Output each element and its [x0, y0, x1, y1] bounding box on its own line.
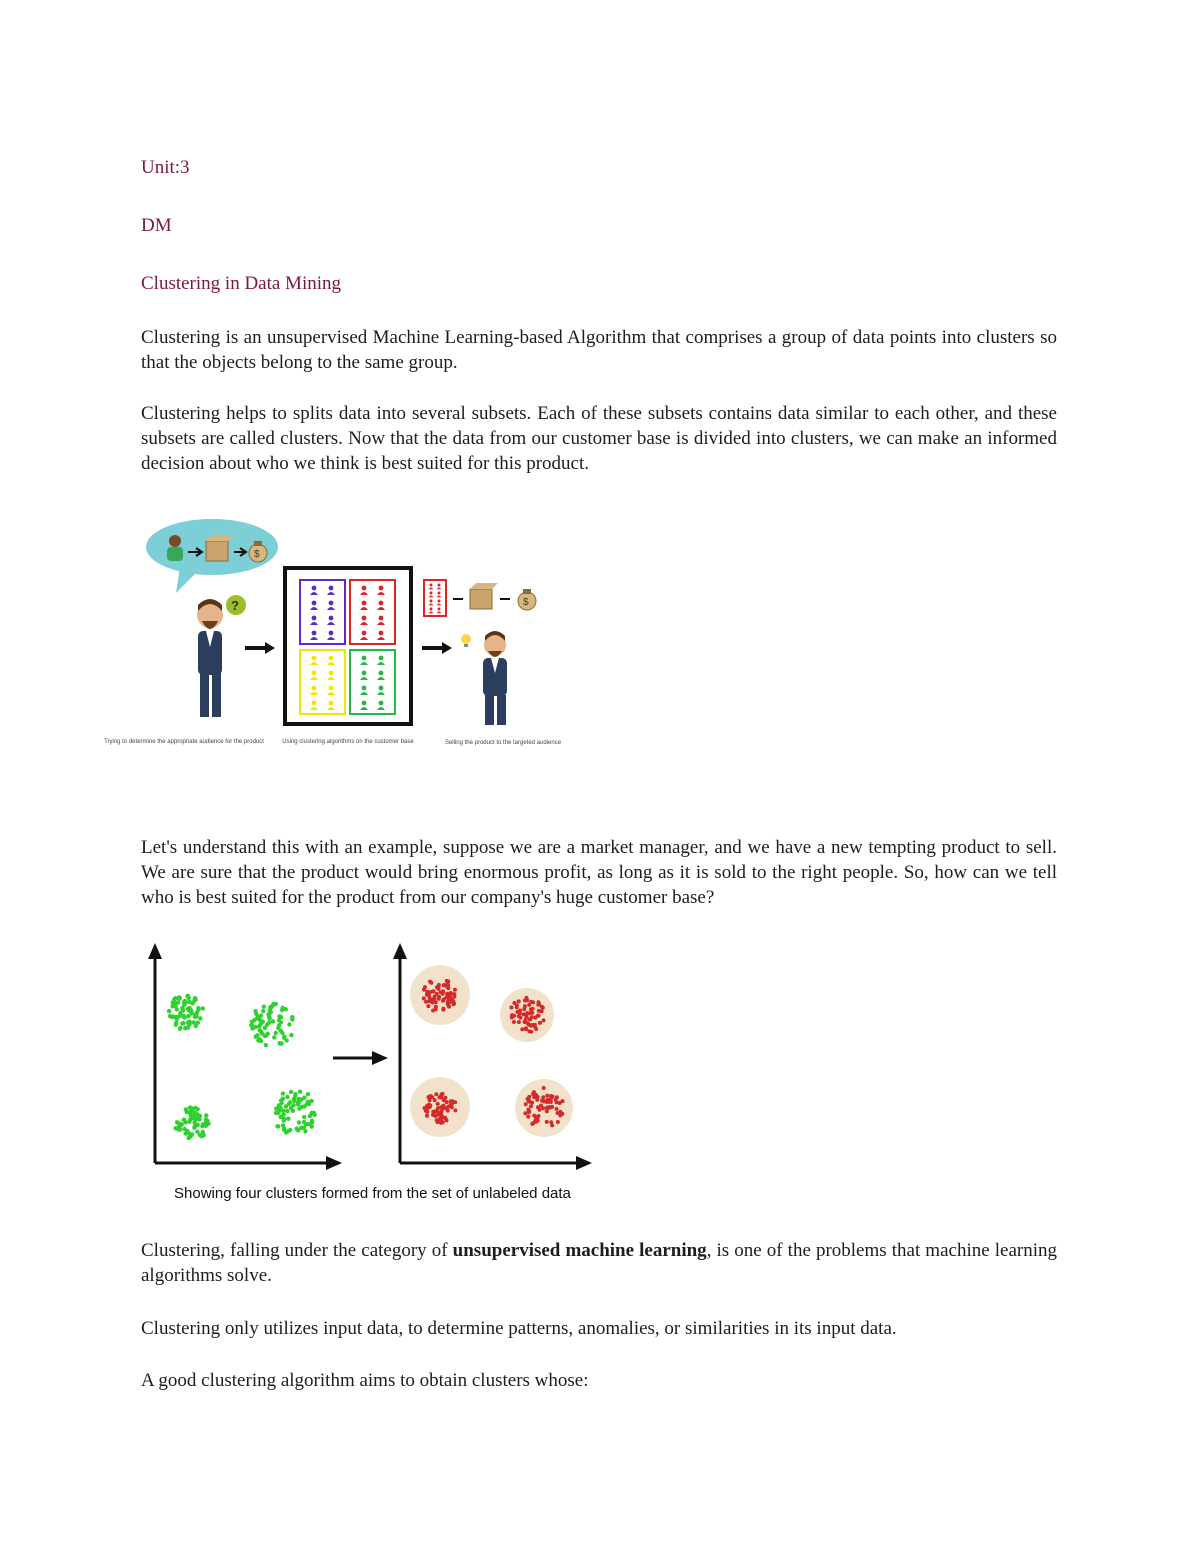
unit-label: Unit:3 [141, 157, 190, 178]
cluster-formation-diagram [140, 935, 600, 1205]
caption-use-clustering: Using clustering algorithms on the customer base [282, 739, 414, 745]
svg-text:$: $ [254, 549, 260, 560]
paragraph-definition: Clustering is an unsupervised Machine Learning-based Algorithm that comprises a group of data points into clusters so that the objects belong to the same group. [141, 327, 1057, 373]
subject-label: DM [141, 215, 172, 236]
text-span: Clustering, falling under the category of [141, 1240, 453, 1261]
selected-cluster [424, 580, 446, 616]
transition-arrow [333, 1051, 388, 1065]
thinking-man-figure [197, 599, 223, 717]
cluster-frame [285, 568, 411, 724]
svg-text:$: $ [523, 597, 529, 608]
caption-sell-product: Selling the product to the targeted audience [444, 740, 562, 746]
clustering-illustration [104, 515, 562, 760]
money-bag-icon [518, 589, 536, 610]
caption-determine-audience: Trying to determine the appropriate audience for the product [104, 739, 264, 745]
confident-man-figure [483, 631, 507, 725]
paragraph-subsets: Clustering helps to splits data into several subsets. Each of these subsets contains data similar to each other, and these subsets are called clusters. Now that the data from our customer base is divided into clusters, we can make an informed decision about who we think is best suited for this product. [141, 403, 1057, 474]
left-axes [148, 943, 342, 1170]
paragraph-unsupervised [141, 1238, 1057, 1288]
box-icon [470, 583, 498, 609]
paragraph-example: Let's understand this with an example, suppose we are a market manager, and we have a new tempting product to sell. We are sure that the product would bring enormous profit, as long as it is sold to the right people. So, how can we tell who is best suited for the product from our company's huge customer base? [141, 837, 1057, 908]
unlabeled-points [167, 994, 317, 1141]
page-title: Clustering in Data Mining [141, 273, 342, 294]
diagram-caption: Showing four clusters formed from the set of unlabeled data [174, 1185, 571, 1202]
paragraph-good-algorithm: A good clustering algorithm aims to obtain clusters whose: [141, 1370, 589, 1391]
svg-text:?: ? [231, 598, 239, 613]
text-span: , is one of the problems that machine learning algorithms solve. [141, 1240, 1057, 1286]
paragraph-input-data: Clustering only utilizes input data, to determine patterns, anomalies, or similarities in its input data. [141, 1318, 897, 1339]
bold-term: unsupervised machine learning [452, 1240, 707, 1261]
lightbulb-icon [461, 634, 471, 647]
customer-icon [167, 535, 183, 561]
question-icon [226, 595, 246, 615]
